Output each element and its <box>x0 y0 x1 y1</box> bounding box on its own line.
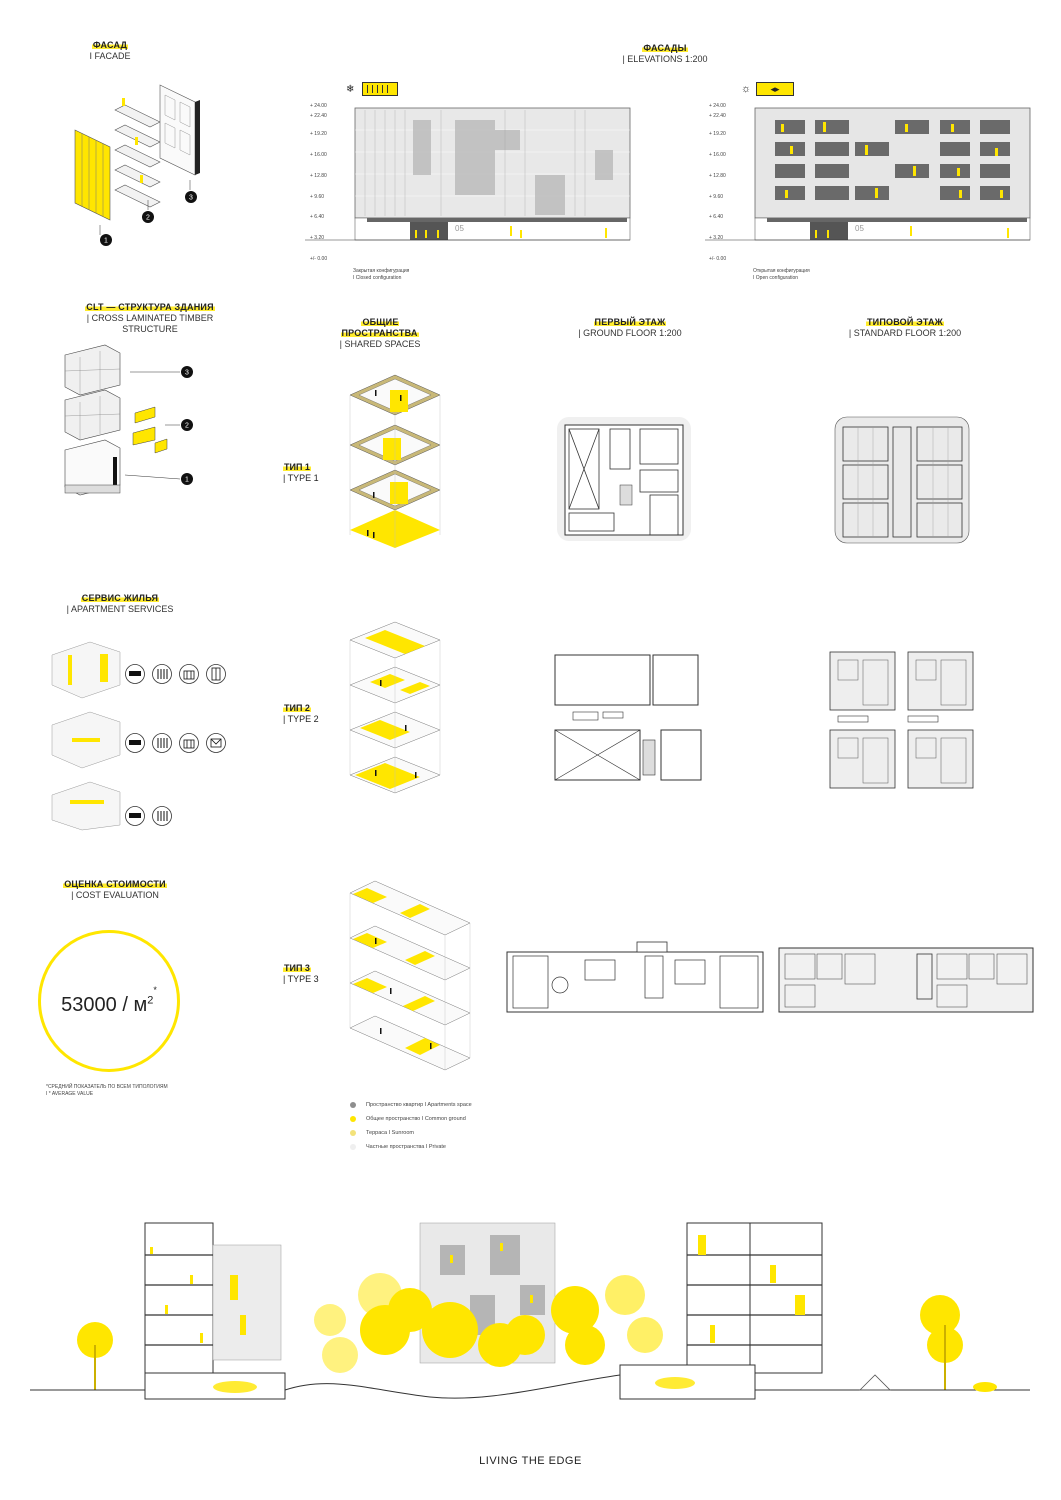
svg-text:2: 2 <box>146 214 150 222</box>
legend-swatch <box>350 1130 356 1136</box>
clt-marker-1 <box>181 473 193 485</box>
legend-common: Общее пространство I Common ground <box>350 1116 466 1122</box>
facade-marker-3 <box>185 191 197 203</box>
furniture-icon <box>179 664 199 684</box>
svg-text:1: 1 <box>185 476 189 484</box>
open-config-caption: Открытая конфигурация I Open configuration <box>753 268 810 281</box>
type-2-standard-plan <box>828 650 978 790</box>
open-config-icon <box>741 83 751 95</box>
air-conditioner-icon <box>125 733 145 753</box>
left-building <box>145 1223 285 1399</box>
standard-floor-title: ТИПОВОЙ ЭТАЖ | STANDARD FLOOR 1:200 <box>848 317 962 338</box>
svg-text:3: 3 <box>189 194 193 202</box>
type-2-ground-plan <box>553 650 703 790</box>
type-3-label: ТИП 3 | TYPE 3 <box>283 963 319 984</box>
footer-title: LIVING THE EDGE <box>479 1455 582 1467</box>
open-louver-indicator <box>756 82 794 96</box>
services-icon-row-2 <box>125 733 226 753</box>
clt-marker-3 <box>181 366 193 378</box>
type-3-ground-plan <box>505 940 765 1020</box>
air-conditioner-icon <box>125 806 145 826</box>
facade-marker-2 <box>142 211 154 223</box>
svg-text:3: 3 <box>185 369 189 377</box>
apartment-services-title: СЕРВИС ЖИЛЬЯ | APARTMENT SERVICES <box>66 593 174 614</box>
mail-icon <box>206 733 226 753</box>
clt-title: CLT — СТРУКТУРА ЗДАНИЯ | CROSS LAMINATED TIMBER STRUCTURE <box>86 302 214 334</box>
clt-marker-2 <box>181 419 193 431</box>
services-units <box>50 640 130 830</box>
shared-spaces-title: ОБЩИЕ ПРОСТРАНСТВА | SHARED SPACES <box>339 317 421 349</box>
type-3-standard-plan <box>777 940 1037 1020</box>
clt-structure-axonometry <box>55 345 225 515</box>
svg-text:1: 1 <box>104 237 108 245</box>
type-1-axonometry <box>345 370 455 550</box>
cost-value: $53000 / м^{2*}$ <box>61 985 157 1016</box>
closed-louver-indicator <box>362 82 398 96</box>
open-elevation-drawing <box>745 100 1035 260</box>
right-building <box>620 1223 822 1399</box>
facade-exploded-axonometry <box>60 75 220 255</box>
closed-elevation-drawing <box>345 100 635 260</box>
type-2-axonometry <box>345 620 455 800</box>
double-arrow-icon: ◂▸ <box>770 84 780 94</box>
legend-swatch <box>350 1144 356 1150</box>
type-1-standard-plan <box>833 415 973 545</box>
site-section-drawing <box>30 1215 1030 1425</box>
facade-title: ФАСАД I FACADE <box>89 40 131 61</box>
services-icon-row-1 <box>125 664 226 684</box>
cost-note: *СРЕДНИЙ ПОКАЗАТЕЛЬ ПО ВСЕМ ТИПОЛОГИЯМ I * AVERAGE VALUE <box>46 1084 168 1097</box>
radiator-icon <box>152 733 172 753</box>
legend-apartments: Пространство квартир I Apartments space <box>350 1102 472 1108</box>
cost-evaluation-title: ОЦЕНКА СТОИМОСТИ | COST EVALUATION <box>64 879 166 900</box>
type-2-label: ТИП 2 | TYPE 2 <box>283 703 319 724</box>
sun-icon: ☼ <box>741 83 752 95</box>
type-1-label: ТИП 1 | TYPE 1 <box>283 462 319 483</box>
facade-marker-1 <box>100 234 112 246</box>
svg-text:2: 2 <box>185 422 189 430</box>
type-3-axonometry <box>345 878 475 1078</box>
radiator-icon <box>152 806 172 826</box>
snowflake-icon: ❄ <box>346 84 355 95</box>
legend-swatch <box>350 1116 356 1122</box>
legend-sunroom: Терраса I Sunroom <box>350 1130 414 1136</box>
wardrobe-icon <box>206 664 226 684</box>
furniture-icon <box>179 733 199 753</box>
svg-text:05: 05 <box>855 224 864 233</box>
legend-swatch <box>350 1102 356 1108</box>
type-1-ground-plan <box>555 415 695 545</box>
closed-config-caption: Закрытая конфигурация I Closed configuration <box>353 268 410 281</box>
radiator-icon <box>152 664 172 684</box>
services-icon-row-3 <box>125 806 172 826</box>
air-conditioner-icon <box>125 664 145 684</box>
closed-config-icon <box>346 84 354 95</box>
elevations-title: ФАСАДЫ | ELEVATIONS 1:200 <box>622 43 708 64</box>
legend-private: Частные пространства I Private <box>350 1144 446 1150</box>
ground-floor-title: ПЕРВЫЙ ЭТАЖ | GROUND FLOOR 1:200 <box>578 317 682 338</box>
svg-text:05: 05 <box>455 224 464 233</box>
